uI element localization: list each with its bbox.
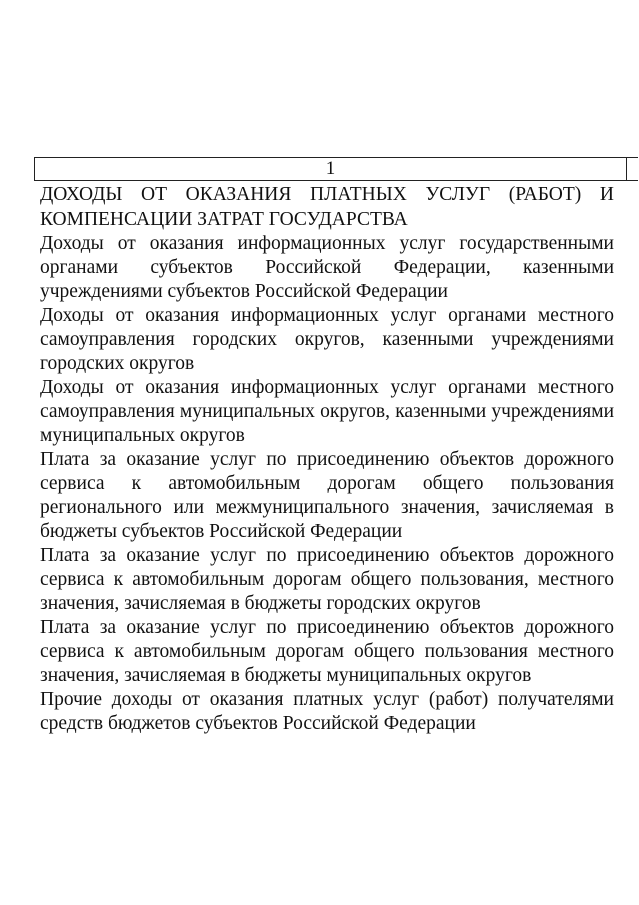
table-header — [34, 157, 638, 181]
list-item: Доходы от оказания информационных услуг органами местного самоуправления городских округов, казенными учреждениями городских округов — [40, 305, 614, 374]
list-item: Прочие доходы от оказания платных услуг (работ) получателями средств бюджетов субъектов Российской Федерации — [40, 689, 614, 734]
list-item: Плата за оказание услуг по присоединению объектов дорожного сервиса к автомобильным дорогам общего пользования местного значения, зачисляемая в бюджеты муниципальных округов — [40, 617, 614, 686]
list-item: Доходы от оказания информационных услуг органами местного самоуправления муниципальных округов, казенными учреждениями муниципальных округов — [40, 377, 614, 446]
list-item: Доходы от оказания информационных услуг государственными органами субъектов Российской Федерации, казенными учреждениями субъектов Российской Федерации — [40, 233, 614, 302]
document-body — [40, 182, 614, 736]
list-item: Плата за оказание услуг по присоединению объектов дорожного сервиса к автомобильным дорогам общего пользования регионального или межмуниципального значения, зачисляемая в бюджеты субъектов Российской Федерации — [40, 449, 614, 542]
section-title: ДОХОДЫ ОТ ОКАЗАНИЯ ПЛАТНЫХ УСЛУГ (РАБОТ) И КОМПЕНСАЦИИ ЗАТРАТ ГОСУДАРСТВА — [40, 184, 614, 230]
column-number-cell: 1 — [35, 158, 627, 180]
list-item: Плата за оказание услуг по присоединению объектов дорожного сервиса к автомобильным дорогам общего пользования, местного значения, зачисляемая в бюджеты городских округов — [40, 545, 614, 614]
